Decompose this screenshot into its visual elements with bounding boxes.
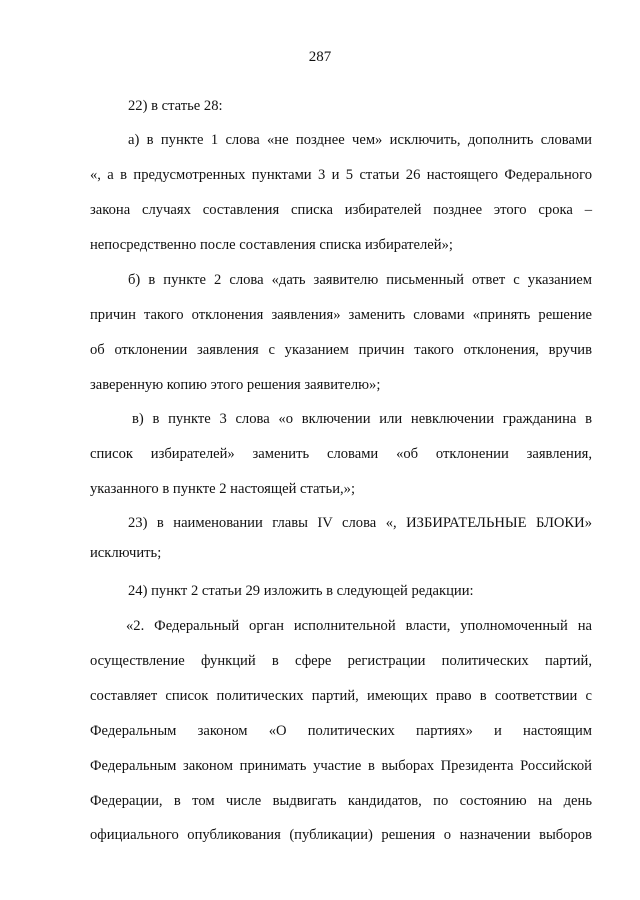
- text-line: Федерации, в том числе выдвигать кандидатов, по состоянию на день: [90, 793, 592, 809]
- page-number: 287: [308, 49, 332, 65]
- text-line: Федеральным законом принимать участие в выборах Президента Российской: [90, 758, 592, 774]
- text-line: заверенную копию этого решения заявителю»;: [90, 377, 381, 393]
- text-line: 23) в наименовании главы IV слова «, ИЗБИРАТЕЛЬНЫЕ БЛОКИ»: [128, 515, 592, 531]
- text-line: в) в пункте 3 слова «о включении или невключении гражданина в: [132, 411, 592, 427]
- text-line: а) в пункте 1 слова «не позднее чем» исключить, дополнить словами: [128, 132, 592, 148]
- text-line: непосредственно после составления списка избирателей»;: [90, 237, 453, 253]
- text-line: закона случаях составления списка избирателей позднее этого срока –: [90, 202, 592, 218]
- text-line: официального опубликования (публикации) решения о назначении выборов: [90, 827, 592, 843]
- text-line: осуществление функций в сфере регистрации политических партий,: [90, 653, 592, 669]
- text-line: «2. Федеральный орган исполнительной власти, уполномоченный на: [126, 618, 592, 634]
- text-line: «, а в предусмотренных пунктами 3 и 5 статьи 26 настоящего Федерального: [90, 167, 592, 183]
- text-line: причин такого отклонения заявления» заменить словами «принять решение: [90, 307, 592, 323]
- text-line: составляет список политических партий, имеющих право в соответствии с: [90, 688, 592, 704]
- text-line: указанного в пункте 2 настоящей статьи,»;: [90, 481, 356, 497]
- text-line: 22) в статье 28:: [128, 98, 223, 114]
- text-line: исключить;: [90, 545, 162, 561]
- text-line: б) в пункте 2 слова «дать заявителю письменный ответ с указанием: [128, 272, 592, 288]
- text-line: Федеральным законом «О политических партиях» и настоящим: [90, 723, 592, 739]
- text-line: об отклонении заявления с указанием причин такого отклонения, вручив: [90, 342, 592, 358]
- text-line: 24) пункт 2 статьи 29 изложить в следующей редакции:: [128, 583, 474, 599]
- text-line: список избирателей» заменить словами «об отклонении заявления,: [90, 446, 592, 462]
